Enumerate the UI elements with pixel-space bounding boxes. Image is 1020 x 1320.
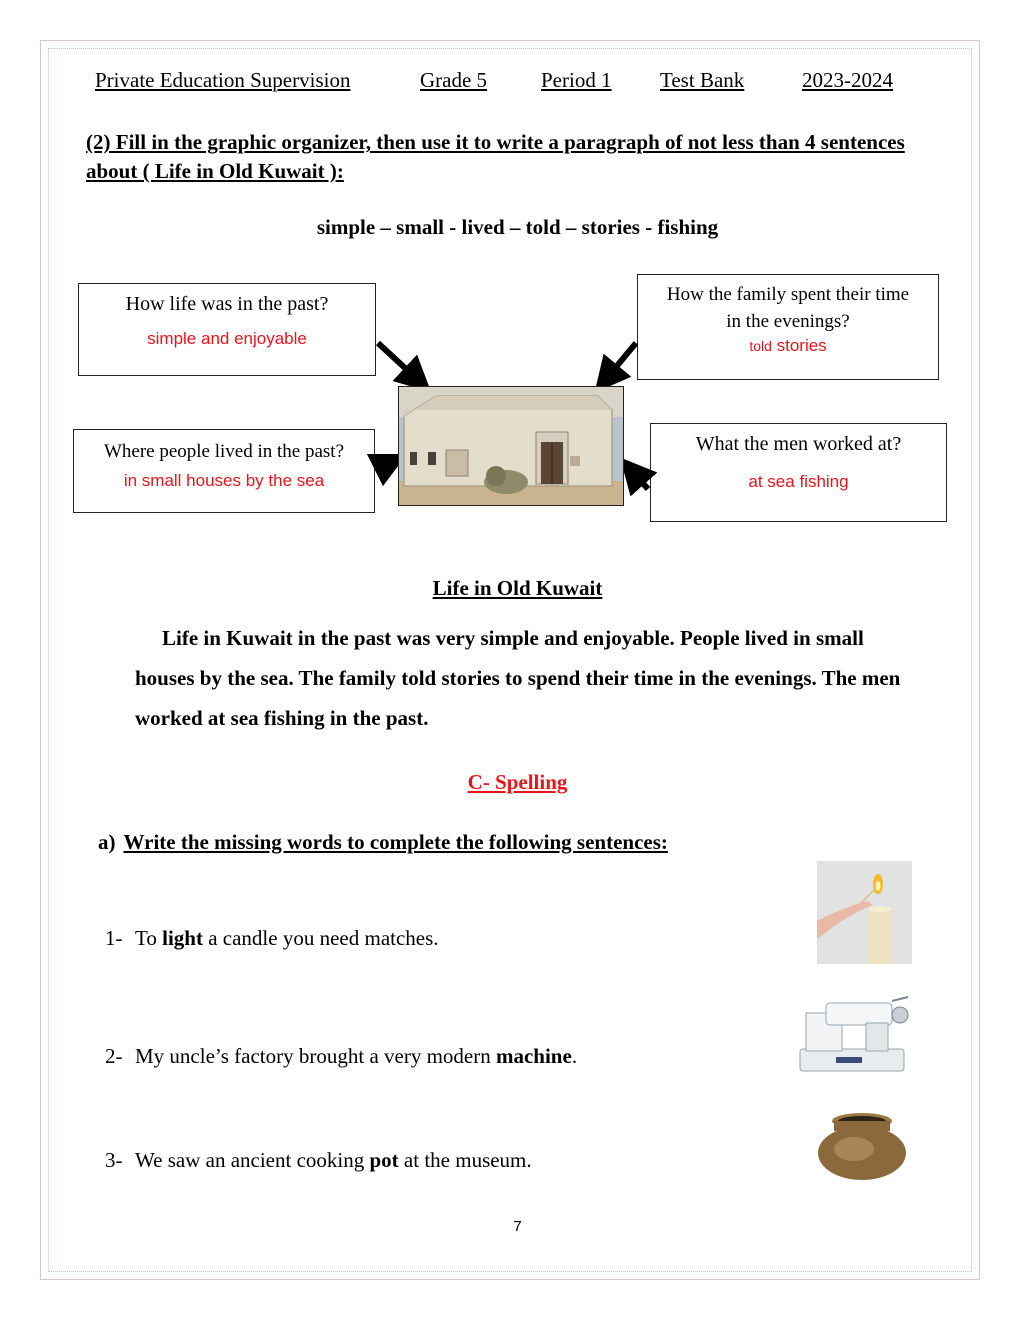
arrow-top-right bbox=[606, 343, 636, 379]
answer-part-1: told bbox=[749, 338, 772, 354]
spelling-instruction bbox=[98, 830, 668, 855]
candle-image bbox=[817, 861, 912, 964]
sentence-after: a candle you need matches. bbox=[202, 926, 439, 950]
header-supervision: Private Education Supervision bbox=[95, 68, 351, 92]
cooking-pot-image bbox=[814, 1107, 911, 1184]
old-house-image bbox=[398, 386, 624, 506]
sub-label: a) bbox=[98, 830, 116, 854]
answer-text: at sea fishing bbox=[748, 472, 849, 491]
question-text: What the men worked at? bbox=[695, 433, 902, 455]
sentence-before: My uncle’s factory brought a very modern bbox=[135, 1044, 496, 1068]
sentence-before: We saw an ancient cooking bbox=[135, 1148, 370, 1172]
paragraph-text: Life in Kuwait in the past was very simple and enjoyable. People lived in small houses by the sea. The family told stories to spend their time in the evenings. The men worked at sea fishing in the past. bbox=[135, 626, 901, 730]
sentence-before: To bbox=[135, 926, 163, 950]
header-test-bank: Test Bank bbox=[660, 68, 745, 92]
spelling-sentence bbox=[105, 926, 439, 951]
question-text: Where people lived in the past? bbox=[103, 441, 345, 462]
header-year: 2023-2024 bbox=[802, 68, 893, 92]
question-text: How the family spent their time in the evenings? bbox=[666, 284, 910, 332]
sentence-after: at the museum. bbox=[398, 1148, 532, 1172]
answer-text: in small houses by the sea bbox=[123, 471, 325, 490]
sewing-machine-image bbox=[796, 993, 918, 1078]
missing-word: light bbox=[162, 926, 203, 950]
answer-part-2: stories bbox=[771, 336, 827, 355]
spelling-sentence bbox=[105, 1044, 577, 1069]
header-grade: Grade 5 bbox=[420, 68, 488, 92]
missing-word: pot bbox=[369, 1148, 399, 1172]
sentence-number: 3- bbox=[105, 1148, 123, 1172]
sub-instruction: Write the missing words to complete the following sentences: bbox=[123, 830, 668, 854]
page-number: 7 bbox=[513, 1218, 522, 1235]
spelling-section-title: C- Spelling bbox=[467, 770, 568, 794]
arrow-bottom-left bbox=[377, 462, 391, 469]
arrow-top-left bbox=[378, 343, 418, 380]
missing-word: machine bbox=[495, 1044, 572, 1068]
arrow-bottom-right bbox=[632, 471, 648, 489]
word-bank: simple – small - lived – told – stories - fishing bbox=[316, 215, 719, 239]
task-instruction: (2) Fill in the graphic organizer, then use it to write a paragraph of not less than 4 sentences about ( Life in Old Kuwait ): bbox=[86, 130, 905, 183]
header-period: Period 1 bbox=[541, 68, 612, 92]
sentence-number: 1- bbox=[105, 926, 123, 950]
spelling-sentence bbox=[105, 1148, 532, 1173]
sentence-number: 2- bbox=[105, 1044, 123, 1068]
answer-text: simple and enjoyable bbox=[147, 329, 307, 348]
sentence-after: . bbox=[571, 1044, 578, 1068]
paragraph-title: Life in Old Kuwait bbox=[432, 576, 603, 600]
question-text: How life was in the past? bbox=[125, 293, 329, 315]
